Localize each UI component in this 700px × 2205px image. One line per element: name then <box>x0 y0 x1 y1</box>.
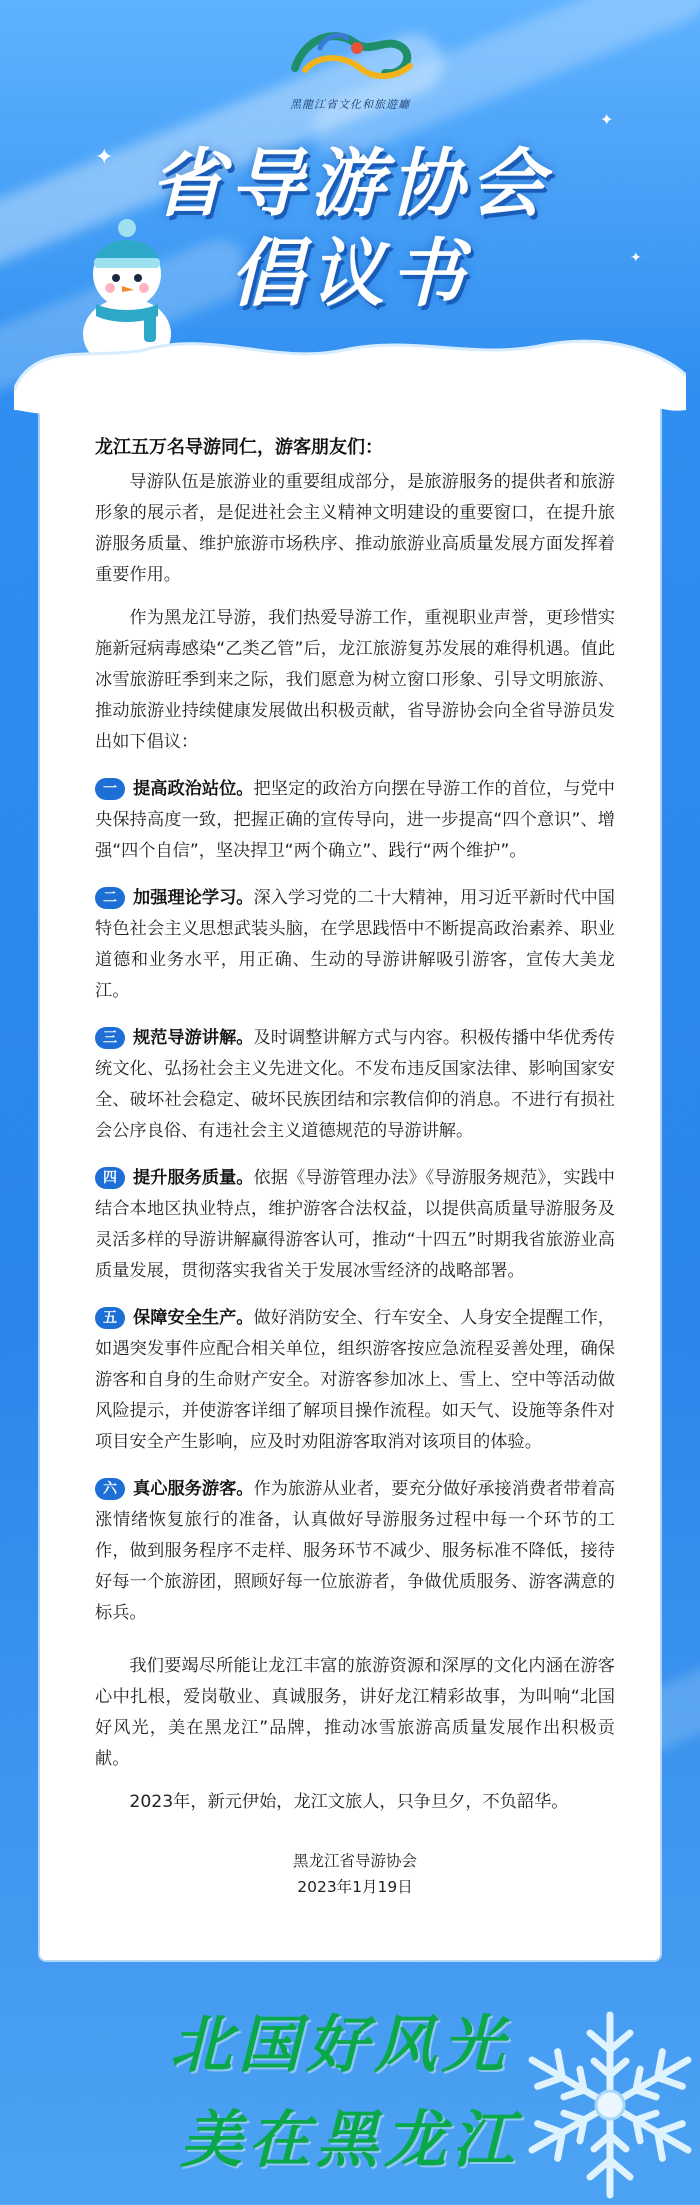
item-title: 提高政治站位。 <box>133 779 254 799</box>
item-title: 真心服务游客。 <box>133 1479 254 1499</box>
item-text: 依据《导游管理办法》《导游服务规范》，实践中结合本地区执业特点，维护游客合法权益，以提供高质量导游服务及灵活多样的导游讲解赢得游客认可，推动“十四五”时期我省旅游业高质量发展，贯彻落实我省关于发展冰雪经济的战略部署。 <box>95 1168 615 1281</box>
item-text: 及时调整讲解方式与内容。积极传播中华优秀传统文化、弘扬社会主义先进文化。不发布违反国家法律、影响国家安全、破坏社会稳定、破坏民族团结和宗教信仰的消息。不进行有损社会公序良俗、有违社会主义道德规范的导游讲解。 <box>95 1028 615 1141</box>
item-number-badge: 六 <box>95 1478 125 1500</box>
greeting: 龙江五万名导游同仁，游客朋友们： <box>95 437 383 458</box>
page-title-line1: 省导游协会 <box>150 141 550 227</box>
signature-org: 黑龙江省导游协会 <box>292 1852 417 1870</box>
proposal-item <box>95 1303 615 1458</box>
slogan-line1: 北国好风光 <box>170 2008 511 2081</box>
item-number-badge: 三 <box>95 1027 125 1049</box>
signature <box>95 1848 615 1900</box>
proposal-item <box>95 883 615 1007</box>
proposal-item <box>95 1163 615 1287</box>
logo-text: 黑龍江省文化和旅遊廳 <box>290 98 410 111</box>
item-number-badge: 二 <box>95 887 125 909</box>
item-number-badge: 五 <box>95 1307 125 1329</box>
proposal-item <box>95 774 615 867</box>
letter-content <box>95 432 615 1900</box>
item-number-badge: 一 <box>95 778 125 800</box>
slogan-line2: 美在黑龙江 <box>180 2103 521 2176</box>
item-text: 作为旅游从业者，要充分做好承接消费者带着高涨情绪恢复旅行的准备，认真做好导游服务过程中每一个环节的工作，做到服务程序不走样、服务环节不减少、服务标准不降低，接待好每一个旅游团，照顾好每一位旅游者，争做优质服务、游客满意的标兵。 <box>95 1479 615 1623</box>
item-title: 规范导游讲解。 <box>133 1028 254 1048</box>
item-text: 做好消防安全、行车安全、人身安全提醒工作，如遇突发事件应配合相关单位，组织游客按应急流程妥善处理，确保游客和自身的生命财产安全。对游客参加冰上、雪上、空中等活动做风险提示，并使游客详细了解项目操作流程。如天气、设施等条件对项目安全产生影响，应及时劝阻游客取消对该项目的体验。 <box>95 1308 615 1452</box>
signature-date: 2023年1月19日 <box>297 1878 413 1896</box>
item-number-badge: 四 <box>95 1167 125 1189</box>
item-text: 深入学习党的二十大精神，用习近平新时代中国特色社会主义思想武装头脑，在学思践悟中不断提高政治素养、职业道德和业务水平，用正确、生动的导游讲解吸引游客，宣传大美龙江。 <box>95 888 615 1001</box>
item-title: 保障安全生产。 <box>133 1308 254 1328</box>
closing-paragraph: 2023年，新元伊始，龙江文旅人，只争旦夕，不负韶华。 <box>129 1792 569 1812</box>
proposal-item <box>95 1023 615 1147</box>
sparkle-icon: ✦ <box>600 110 614 129</box>
item-title: 提升服务质量。 <box>133 1168 254 1188</box>
page-title-line2: 倡议书 <box>230 231 470 317</box>
snowflake-icon <box>515 1995 700 2205</box>
logo <box>265 18 435 118</box>
sparkle-icon: ✦ <box>630 250 642 266</box>
dragon-logo-icon <box>265 18 435 96</box>
item-text: 把坚定的政治方向摆在导游工作的首位，与党中央保持高度一致，把握正确的宣传导向，进一步提高“四个意识”、增强“四个自信”，坚决捍卫“两个确立”、践行“两个维护”。 <box>95 779 615 861</box>
sparkle-icon: ✦ <box>95 145 114 170</box>
closing-paragraph: 我们要竭尽所能让龙江丰富的旅游资源和深厚的文化内涵在游客心中扎根，爱岗敬业、真诚服务，讲好龙江精彩故事，为叫响“北国好风光，美在黑龙江”品牌，推动冰雪旅游高质量发展作出积极贡献。 <box>95 1656 615 1769</box>
proposal-item <box>95 1474 615 1629</box>
intro-paragraph: 导游队伍是旅游业的重要组成部分，是旅游服务的提供者和旅游形象的展示者，是促进社会主义精神文明建设的重要窗口，在提升旅游服务质量、维护旅游市场秩序、推动旅游业高质量发展方面发挥着重要作用。 <box>95 472 615 585</box>
intro-paragraph: 作为黑龙江导游，我们热爱导游工作，重视职业声誉，更珍惜实施新冠病毒感染“乙类乙管”后，龙江旅游复苏发展的难得机遇。值此冰雪旅游旺季到来之际，我们愿意为树立窗口形象、引导文明旅游、推动旅游业持续健康发展做出积极贡献，省导游协会向全省导游员发出如下倡议： <box>95 608 615 752</box>
item-title: 加强理论学习。 <box>133 888 254 908</box>
